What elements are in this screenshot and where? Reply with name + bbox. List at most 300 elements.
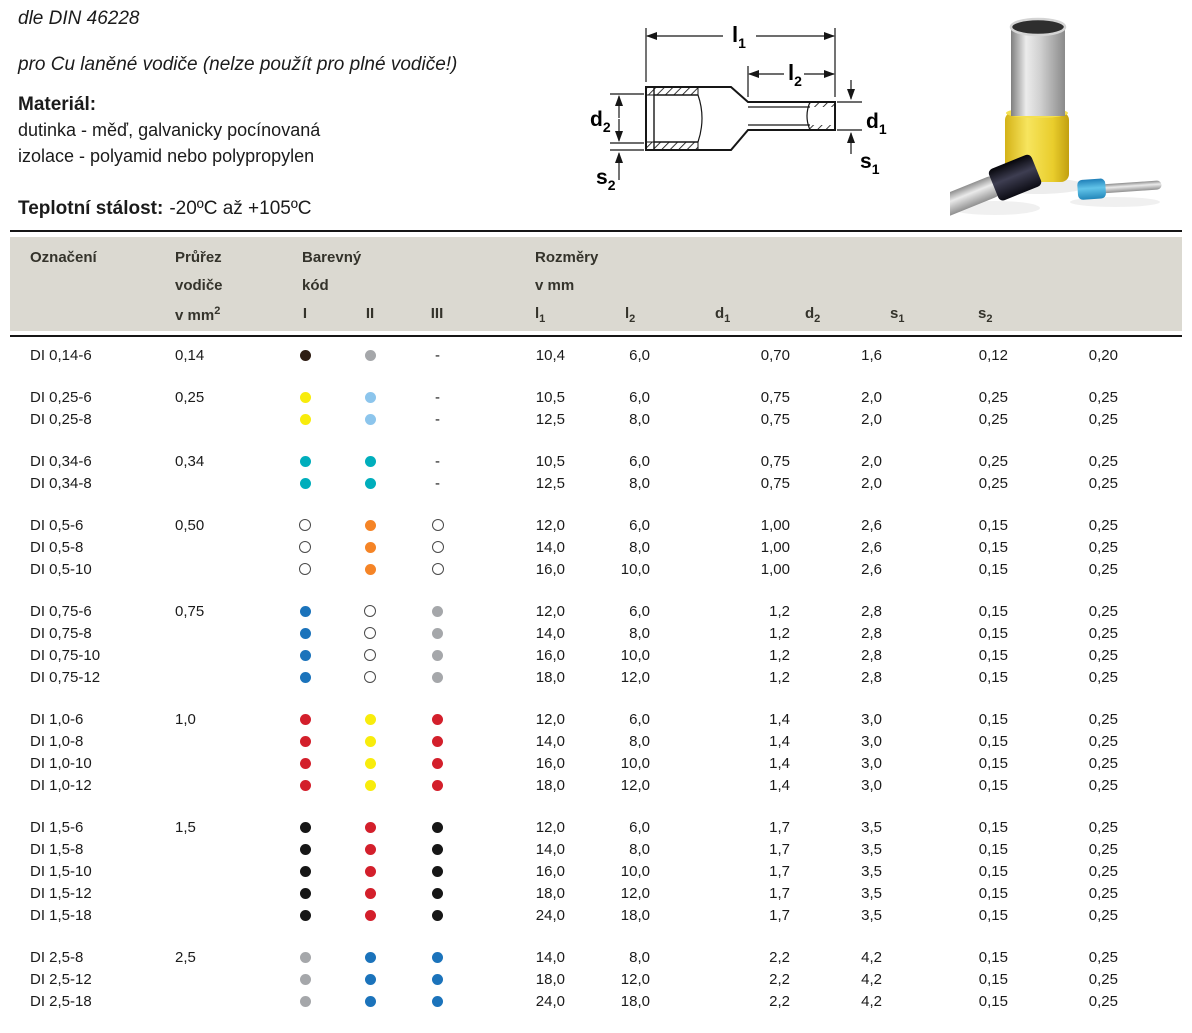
color-code-III: - (435, 452, 440, 470)
red-color-dot (365, 910, 376, 921)
yellow-color-dot (365, 780, 376, 791)
color-code-II (335, 996, 405, 1007)
blue-ferrule (1077, 174, 1162, 200)
dim-s2: 0,25 (1088, 906, 1118, 924)
color-code-I (275, 974, 335, 985)
dim-s2: 0,25 (1088, 862, 1118, 880)
dim-l2: 6,0 (629, 516, 650, 534)
header-oznaceni: Označení (30, 249, 97, 266)
header-rozmery-unit: v mm (535, 277, 575, 294)
color-code-II (335, 350, 405, 361)
dim-d1: 2,2 (769, 948, 790, 966)
dim-d2: 3,0 (861, 710, 882, 728)
dim-l1: 16,0 (535, 862, 565, 880)
header-dim-l2: $l_2$ (625, 305, 636, 325)
dim-l2: 8,0 (629, 624, 650, 642)
color-code-II (335, 736, 405, 747)
dim-l2: 10,0 (620, 862, 650, 880)
dim-l1: 10,5 (535, 452, 565, 470)
row-label: DI 2,5-12 (30, 970, 92, 988)
ferrule-diagram-svg (588, 2, 990, 224)
row-cross-section: 0,34 (175, 452, 205, 470)
color-code-I (275, 392, 335, 403)
dim-l2: 6,0 (629, 710, 650, 728)
dim-l2: 6,0 (629, 388, 650, 406)
product-photo (950, 0, 1192, 235)
row-label: DI 1,5-12 (30, 884, 92, 902)
material-insulation-text: izolace - polyamid nebo polypropylen (18, 146, 315, 166)
color-code-III: - (435, 346, 440, 364)
header-dim-d1: $d_1$ (715, 305, 731, 325)
blue-color-dot (365, 974, 376, 985)
color-code-III (405, 996, 470, 1007)
dim-d2: 3,5 (861, 862, 882, 880)
dim-s1: 0,15 (978, 776, 1008, 794)
dim-label-l2: $l_2$ (788, 60, 802, 89)
color-code-III (405, 822, 470, 833)
table-row (30, 386, 1182, 408)
black-color-dot (300, 822, 311, 833)
turquoise-color-dot (365, 456, 376, 467)
dim-s1: 0,15 (978, 538, 1008, 556)
color-code-II (335, 627, 405, 639)
dim-s1: 0,15 (978, 710, 1008, 728)
blue-color-dot (365, 952, 376, 963)
dim-d1: 2,2 (769, 992, 790, 1010)
standard-reference: dle DIN 46228 (18, 8, 140, 29)
black-color-dot (300, 910, 311, 921)
dim-d2: 4,2 (861, 948, 882, 966)
dim-l2: 12,0 (620, 776, 650, 794)
table-row (30, 450, 1182, 472)
white-color-dot (299, 563, 311, 575)
dim-d1: 1,7 (769, 884, 790, 902)
row-label: DI 0,5-10 (30, 560, 92, 578)
color-code-II (335, 564, 405, 575)
row-label: DI 0,25-6 (30, 388, 92, 406)
turquoise-color-dot (300, 478, 311, 489)
dim-s1: 0,25 (978, 474, 1008, 492)
color-code-I (275, 628, 335, 639)
table-row (30, 882, 1182, 904)
row-label: DI 1,0-8 (30, 732, 84, 750)
black-color-dot (300, 866, 311, 877)
color-code-III: - (435, 388, 440, 406)
divider-rule-header (10, 335, 1182, 337)
dim-d1: 0,75 (760, 410, 790, 428)
header-kod: kód (302, 277, 329, 294)
temperature-value: -20ºC až +105ºC (169, 198, 312, 219)
dim-d1: 2,2 (769, 970, 790, 988)
black-color-dot (432, 844, 443, 855)
table-row (30, 344, 1182, 366)
dim-s1: 0,15 (978, 602, 1008, 620)
dim-d1: 1,00 (760, 538, 790, 556)
color-code-I (275, 541, 335, 553)
color-code-II (335, 952, 405, 963)
row-label: DI 0,25-8 (30, 410, 92, 428)
color-code-III: - (435, 474, 440, 492)
table-group (10, 600, 1182, 688)
table-row (30, 514, 1182, 536)
header-code-III: III (430, 305, 444, 322)
row-label: DI 0,75-10 (30, 646, 101, 664)
dim-d2: 2,0 (861, 452, 882, 470)
dim-d1: 1,2 (769, 602, 790, 620)
table-row (30, 558, 1182, 580)
dim-l2: 8,0 (629, 732, 650, 750)
header-rozmery: Rozměry (535, 249, 599, 266)
blue-color-dot (300, 628, 311, 639)
red-color-dot (365, 888, 376, 899)
dim-d1: 1,7 (769, 862, 790, 880)
dim-d2: 2,0 (861, 388, 882, 406)
color-code-II (335, 456, 405, 467)
row-cross-section: 0,50 (175, 516, 205, 534)
dim-label-s2: $s_2$ (596, 166, 616, 193)
dim-l1: 12,0 (535, 818, 565, 836)
table-row (30, 816, 1182, 838)
dim-s2: 0,25 (1088, 388, 1118, 406)
color-code-II (335, 910, 405, 921)
color-code-III (405, 758, 470, 769)
table-row (30, 904, 1182, 926)
dim-s2: 0,20 (1088, 346, 1118, 364)
dim-s2: 0,25 (1088, 818, 1118, 836)
material-heading: Materiál: (18, 94, 97, 115)
color-code-III (405, 952, 470, 963)
row-label: DI 0,75-8 (30, 624, 92, 642)
color-code-II (335, 414, 405, 425)
table-group (10, 386, 1182, 430)
turquoise-color-dot (300, 456, 311, 467)
dim-s2: 0,25 (1088, 624, 1118, 642)
ferrule-dimension-diagram (588, 2, 990, 229)
black-color-dot (432, 888, 443, 899)
dim-l1: 10,4 (535, 346, 565, 364)
dim-d1: 1,00 (760, 516, 790, 534)
color-code-I (275, 650, 335, 661)
black-color-dot (432, 866, 443, 877)
dim-s1: 0,15 (978, 646, 1008, 664)
red-color-dot (365, 822, 376, 833)
yellow-color-dot (300, 414, 311, 425)
dim-d2: 2,6 (861, 560, 882, 578)
color-code-III (405, 563, 470, 575)
dim-d1: 1,7 (769, 840, 790, 858)
header-dim-d2: $d_2$ (805, 305, 821, 325)
dim-s1: 0,15 (978, 516, 1008, 534)
dim-l2: 10,0 (620, 754, 650, 772)
dim-d2: 4,2 (861, 992, 882, 1010)
dim-d2: 3,5 (861, 818, 882, 836)
dim-d2: 2,8 (861, 668, 882, 686)
dim-d1: 1,7 (769, 818, 790, 836)
color-code-I (275, 414, 335, 425)
dim-d1: 1,4 (769, 776, 790, 794)
header-dim-s2: $s_2$ (978, 305, 993, 325)
dim-d1: 1,4 (769, 732, 790, 750)
color-code-II (335, 888, 405, 899)
table-header (10, 237, 1182, 331)
table-row (30, 838, 1182, 860)
dim-s2: 0,25 (1088, 884, 1118, 902)
table-row (30, 666, 1182, 688)
dim-d2: 2,8 (861, 646, 882, 664)
yellow-color-dot (365, 714, 376, 725)
table-row (30, 968, 1182, 990)
dim-s2: 0,25 (1088, 776, 1118, 794)
row-label: DI 0,75-6 (30, 602, 92, 620)
white-color-dot (299, 541, 311, 553)
table-row (30, 730, 1182, 752)
dim-l1: 12,5 (535, 410, 565, 428)
dim-l2: 10,0 (620, 560, 650, 578)
row-label: DI 0,34-8 (30, 474, 92, 492)
dim-s1: 0,15 (978, 624, 1008, 642)
blue-color-dot (432, 952, 443, 963)
table-row (30, 990, 1182, 1012)
dim-d2: 2,8 (861, 602, 882, 620)
header-prurez: Průřez (175, 249, 222, 266)
row-label: DI 1,5-6 (30, 818, 84, 836)
red-color-dot (365, 866, 376, 877)
dim-l1: 12,0 (535, 602, 565, 620)
dim-d1: 1,2 (769, 624, 790, 642)
dim-s2: 0,25 (1088, 474, 1118, 492)
dim-label-s1: $s_1$ (860, 150, 880, 177)
color-code-II (335, 520, 405, 531)
blue-color-dot (300, 672, 311, 683)
table-group (10, 450, 1182, 494)
gray-color-dot (300, 996, 311, 1007)
dim-d2: 3,5 (861, 906, 882, 924)
gray-color-dot (432, 650, 443, 661)
header-dim-s1: $s_1$ (890, 305, 905, 325)
color-code-III (405, 866, 470, 877)
row-label: DI 0,5-6 (30, 516, 84, 534)
row-label: DI 0,5-8 (30, 538, 84, 556)
row-label: DI 2,5-18 (30, 992, 92, 1010)
color-code-II (335, 974, 405, 985)
turquoise-color-dot (365, 478, 376, 489)
yellow-color-dot (365, 758, 376, 769)
table-row (30, 472, 1182, 494)
row-label: DI 1,5-8 (30, 840, 84, 858)
dim-s1: 0,15 (978, 992, 1008, 1010)
row-label: DI 0,34-6 (30, 452, 92, 470)
color-code-I (275, 822, 335, 833)
row-cross-section: 0,25 (175, 388, 205, 406)
dim-d2: 1,6 (861, 346, 882, 364)
color-code-II (335, 542, 405, 553)
dim-l2: 18,0 (620, 906, 650, 924)
color-code-II (335, 478, 405, 489)
table-row (30, 946, 1182, 968)
dim-s1: 0,15 (978, 560, 1008, 578)
dim-l1: 16,0 (535, 560, 565, 578)
dim-s2: 0,25 (1088, 538, 1118, 556)
dim-s2: 0,25 (1088, 948, 1118, 966)
dim-l2: 6,0 (629, 602, 650, 620)
dim-l2: 12,0 (620, 970, 650, 988)
dim-d1: 0,70 (760, 346, 790, 364)
dim-s2: 0,25 (1088, 516, 1118, 534)
dim-s2: 0,25 (1088, 992, 1118, 1010)
dim-s2: 0,25 (1088, 754, 1118, 772)
red-color-dot (432, 780, 443, 791)
dim-l2: 18,0 (620, 992, 650, 1010)
dim-l2: 6,0 (629, 452, 650, 470)
gray-color-dot (432, 672, 443, 683)
orange-color-dot (365, 520, 376, 531)
table-row (30, 774, 1182, 796)
white-color-dot (432, 541, 444, 553)
gray-color-dot (432, 606, 443, 617)
dim-d1: 0,75 (760, 474, 790, 492)
dim-d1: 1,7 (769, 906, 790, 924)
header-dim-l1: $l_1$ (535, 305, 546, 325)
table-group (10, 344, 1182, 366)
row-cross-section: 1,0 (175, 710, 196, 728)
color-code-III (405, 844, 470, 855)
dim-d2: 2,0 (861, 410, 882, 428)
dim-s1: 0,15 (978, 884, 1008, 902)
color-code-I (275, 563, 335, 575)
dim-label-l1: $l_1$ (732, 22, 746, 51)
color-code-I (275, 866, 335, 877)
color-code-III (405, 888, 470, 899)
gray-color-dot (365, 350, 376, 361)
table-row (30, 536, 1182, 558)
color-code-III (405, 650, 470, 661)
row-cross-section: 0,75 (175, 602, 205, 620)
white-color-dot (364, 649, 376, 661)
dim-s1: 0,15 (978, 732, 1008, 750)
color-code-I (275, 350, 335, 361)
header-code-I: I (302, 305, 308, 322)
dim-s1: 0,15 (978, 840, 1008, 858)
dim-s1: 0,25 (978, 452, 1008, 470)
dim-d2: 3,0 (861, 754, 882, 772)
red-color-dot (300, 736, 311, 747)
row-label: DI 1,0-6 (30, 710, 84, 728)
table-group (10, 708, 1182, 796)
lightblue-color-dot (365, 414, 376, 425)
dim-l1: 18,0 (535, 668, 565, 686)
table-row (30, 860, 1182, 882)
black-color-dot (432, 822, 443, 833)
dim-s2: 0,25 (1088, 970, 1118, 988)
dim-l1: 14,0 (535, 840, 565, 858)
color-code-I (275, 758, 335, 769)
color-code-I (275, 996, 335, 1007)
divider-rule-top (10, 230, 1182, 232)
table-group (10, 816, 1182, 926)
dim-l2: 12,0 (620, 668, 650, 686)
dim-s2: 0,25 (1088, 410, 1118, 428)
yellow-color-dot (365, 736, 376, 747)
color-code-III (405, 628, 470, 639)
dim-d1: 1,4 (769, 710, 790, 728)
row-label: DI 2,5-8 (30, 948, 84, 966)
color-code-II (335, 649, 405, 661)
red-color-dot (300, 780, 311, 791)
dim-s1: 0,15 (978, 818, 1008, 836)
dim-s2: 0,25 (1088, 560, 1118, 578)
dim-d1: 1,00 (760, 560, 790, 578)
blackbrown-color-dot (300, 350, 311, 361)
black-color-dot (300, 888, 311, 899)
color-code-III (405, 910, 470, 921)
row-cross-section: 2,5 (175, 948, 196, 966)
row-label: DI 1,5-10 (30, 862, 92, 880)
dim-d1: 1,2 (769, 668, 790, 686)
color-code-II (335, 714, 405, 725)
dim-s2: 0,25 (1088, 732, 1118, 750)
dim-l1: 14,0 (535, 624, 565, 642)
dim-l1: 10,5 (535, 388, 565, 406)
header-barevny: Barevný (302, 249, 362, 266)
row-label: DI 1,0-10 (30, 754, 92, 772)
dim-l1: 24,0 (535, 906, 565, 924)
row-label: DI 1,0-12 (30, 776, 92, 794)
row-label: DI 0,14-6 (30, 346, 92, 364)
orange-color-dot (365, 542, 376, 553)
table-row (30, 408, 1182, 430)
color-code-I (275, 888, 335, 899)
dim-d2: 2,6 (861, 516, 882, 534)
dim-d2: 2,6 (861, 538, 882, 556)
dim-s2: 0,25 (1088, 452, 1118, 470)
dim-l2: 12,0 (620, 884, 650, 902)
color-code-I (275, 456, 335, 467)
dim-d2: 3,5 (861, 884, 882, 902)
dim-l1: 12,0 (535, 516, 565, 534)
color-code-III: - (435, 410, 440, 428)
header-code-II: II (365, 305, 375, 322)
black-color-dot (432, 910, 443, 921)
dim-l2: 8,0 (629, 410, 650, 428)
dim-l1: 16,0 (535, 646, 565, 664)
dim-s1: 0,25 (978, 388, 1008, 406)
table-row (30, 708, 1182, 730)
color-code-II (335, 822, 405, 833)
color-code-III (405, 606, 470, 617)
row-cross-section: 1,5 (175, 818, 196, 836)
color-code-I (275, 714, 335, 725)
blue-color-dot (365, 996, 376, 1007)
dim-l2: 8,0 (629, 840, 650, 858)
dim-l2: 10,0 (620, 646, 650, 664)
color-code-I (275, 606, 335, 617)
temperature-stability (18, 198, 312, 220)
color-code-III (405, 974, 470, 985)
red-color-dot (432, 714, 443, 725)
white-color-dot (364, 671, 376, 683)
white-color-dot (432, 519, 444, 531)
gray-color-dot (432, 628, 443, 639)
table-row (30, 644, 1182, 666)
dim-l1: 14,0 (535, 732, 565, 750)
row-cross-section: 0,14 (175, 346, 205, 364)
dim-d2: 3,5 (861, 840, 882, 858)
dim-s1: 0,15 (978, 948, 1008, 966)
dim-s1: 0,15 (978, 754, 1008, 772)
dim-d2: 3,0 (861, 776, 882, 794)
yellow-color-dot (300, 392, 311, 403)
table-row (30, 752, 1182, 774)
